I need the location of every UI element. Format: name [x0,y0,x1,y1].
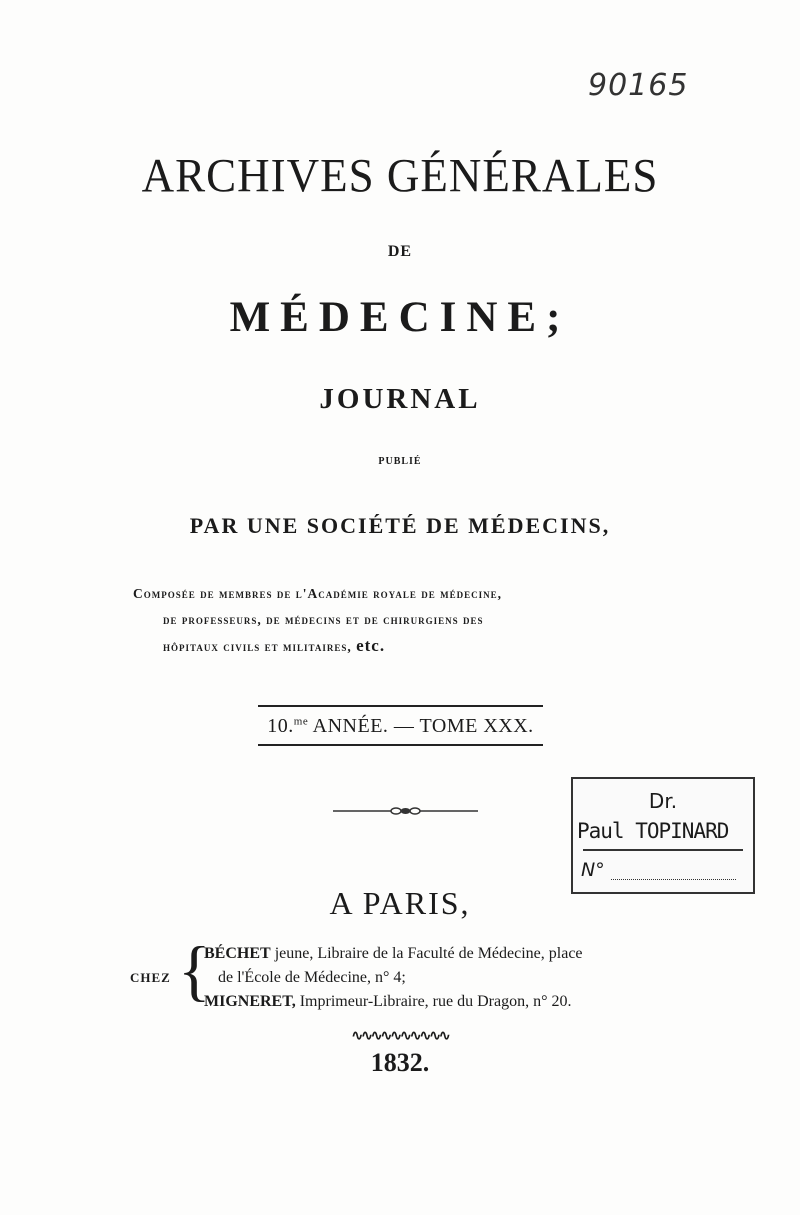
stamp-owner-name: Paul TOPINARD [577,819,729,843]
title-medecine: MÉDECINE; [229,294,571,341]
subtitle-journal: JOURNAL [319,383,481,415]
publisher-1-rest: jeune, Libraire de la Faculté de Médecine, place [270,945,583,962]
publishers-block [130,932,690,1012]
composition-line-1: Composée de membres de l'Académie royale de médecine, [133,586,502,601]
publisher-1-name: BÉCHET [204,945,271,962]
publisher-1-continued: de l'École de Médecine, n° 4; [218,969,406,986]
publisher-2 [204,993,571,1010]
publisher-2-name: MIGNERET, [204,993,296,1010]
society-line: PAR UNE SOCIÉTÉ DE MÉDECINS, [189,513,611,538]
publication-date: 1832. [370,1048,430,1077]
stamp-divider [583,849,743,851]
volume-rule-top [258,705,543,707]
handwritten-catalog-number: 90165 [588,68,689,103]
volume-rule-bottom [258,744,543,746]
composition-etc: etc. [356,636,386,655]
chez-label: CHEZ [130,970,171,985]
library-stamp [571,777,755,894]
title-archives: ARCHIVES GÉNÉRALES [141,149,659,203]
composition-text [133,581,678,660]
stamp-title: Dr. [648,789,678,813]
composition-line-2: de professeurs, de médecins et de chirurgiens des [163,612,484,627]
composition-line-3 [133,633,678,660]
imprint-city: A PARIS, [329,885,471,921]
volume-line [258,715,543,738]
publisher-lines [204,942,583,1014]
ornament-divider [333,803,478,819]
composition-line-3-text: hôpitaux civils et militaires, [163,639,352,654]
title-connector: DE [387,243,413,260]
year-suffix: me [293,715,309,728]
published-label: PUBLIÉ [378,456,422,467]
stamp-number-blank [611,879,736,880]
publisher-2-rest: Imprimeur-Libraire, rue du Dragon, n° 20. [295,993,572,1010]
volume-text: ANNÉE. — TOME XXX. [308,715,534,737]
year-number: 10. [267,715,294,737]
brace-glyph: { [178,932,211,1008]
publisher-1 [204,945,583,962]
wave-ornament: ∿∿∿∿∿∿∿∿∿∿ [351,1029,449,1044]
stamp-number-label: N° [581,859,605,881]
